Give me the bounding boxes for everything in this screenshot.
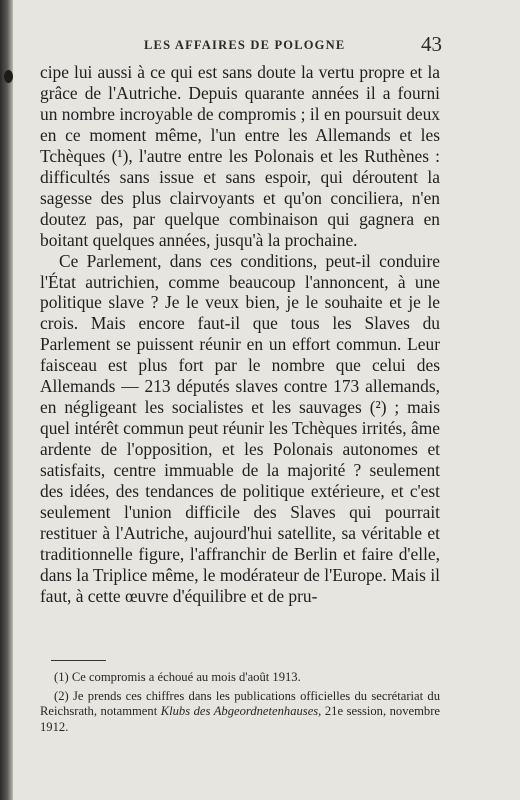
body-text: [40, 62, 440, 607]
paragraph-1: cipe lui aussi à ce qui est sans doute la vertu propre et la grâce de l'Autriche. Depuis quarante années il a fourni un nombre incroyable de compromis ; il en poursuit deux en ce moment même, l'un entre les Allemands et les Tchèques (¹), l'autre entre les Polonais et les Ruthènes : difficultés sans issue et sans espoir, qui déroutent la sagesse des plus clairvoyants et qu'on conciliera, n'en doutez pas, par quelque combinaison qui gagnera en boitant quelques années, jusqu'à la prochaine.: [40, 62, 440, 250]
page-gutter: [0, 0, 13, 800]
page-header: [40, 32, 442, 58]
footnote-divider: [51, 660, 106, 661]
footnote-1: (1) Ce compromis a échoué au mois d'août 1913.: [54, 670, 301, 684]
paragraph-2: Ce Parlement, dans ces conditions, peut-il conduire l'État autrichien, comme beaucoup l'annoncent, à une politique slave ? Je le veux bien, je le souhaite et je le crois. Mais encore faut-il que tous les Slaves du Parlement se puissent réunir en un effort commun. Leur faisceau est plus fort par le nombre que celui des Allemands — 213 députés slaves contre 173 allemands, en négligeant les socialistes et les sauvages (²) ; mais quel intérêt commun peut réunir les Tchèques irrités, âme ardente de l'opposition, et les Polonais autonomes et satisfaits, centre immuable de la majorité ? seulement des idées, des tendances de politique extérieure, et c'est seulement l'union difficile des Slaves qui pourrait restituer à l'Autriche, aujourd'hui satellite, sa véritable et traditionnelle figure, l'affranchir de Berlin et faire d'elle, dans la Triplice même, le modérateur de l'Europe. Mais il faut, à cette œuvre d'équilibre et de pru-: [40, 250, 440, 606]
binding-mark: [4, 70, 13, 83]
footnote-2-text: (2) Je prends ces chiffres dans les publications officielles du secrétariat du Reichsrath, notamment: [40, 688, 440, 718]
footnote-2-date: 21e session, novembre 1912.: [40, 704, 440, 734]
footnote-2: [40, 689, 440, 736]
footnote-2-title: Klubs des Abgeordnetenhauses,: [160, 704, 322, 718]
page-number: 43: [421, 32, 442, 56]
running-head: LES AFFAIRES DE POLOGNE: [144, 38, 346, 52]
footnotes: [40, 670, 440, 738]
